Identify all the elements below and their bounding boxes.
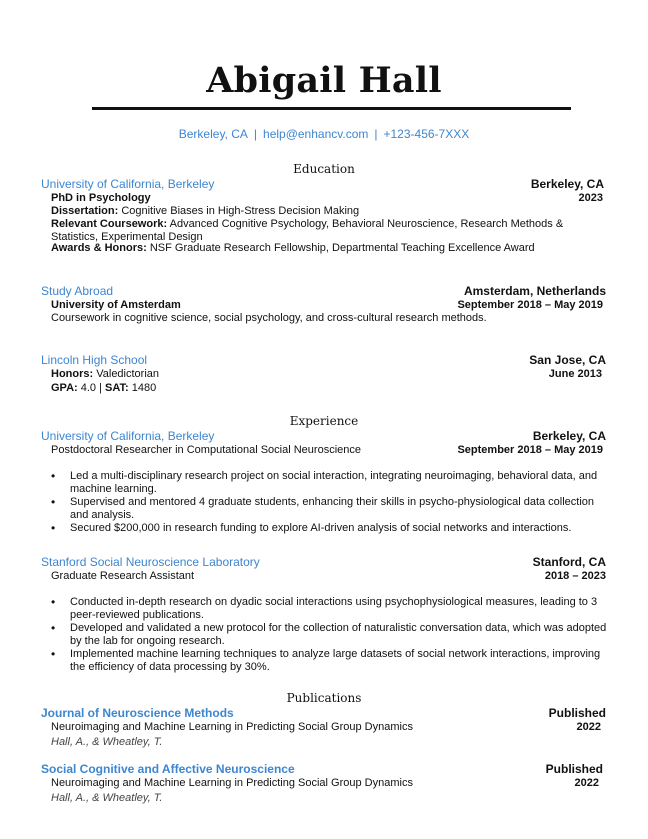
- dissertation-label: Dissertation:: [51, 205, 119, 217]
- education-org: University of California, Berkeley: [41, 177, 215, 191]
- experience-org: Stanford Social Neuroscience Laboratory: [41, 555, 260, 569]
- education-entry-3-header: [41, 353, 606, 367]
- list-item: • Conducted in-depth research on dyadic social interactions using psychophysiological measures, leading to 3 peer-reviewed publications.: [51, 596, 611, 622]
- education-awards: [51, 242, 611, 255]
- experience-date: 2018 – 2023: [544, 570, 606, 582]
- experience-role: Graduate Research Assistant: [51, 570, 195, 582]
- header-divider: [92, 107, 571, 110]
- publication-paper-line: [51, 776, 606, 790]
- publication-status: Published: [548, 706, 606, 720]
- education-description: Coursework in cognitive science, social psychology, and cross-cultural research methods.: [51, 312, 487, 324]
- list-item: • Implemented machine learning techniques to analyze large datasets of social network interactions, improving the efficiency of data processing by 30%.: [51, 648, 611, 674]
- contact-separator: |: [374, 127, 378, 141]
- gpa-label: GPA:: [51, 382, 78, 394]
- publication-year: 2022: [574, 777, 599, 789]
- publication-paper: Neuroimaging and Machine Learning in Predicting Social Group Dynamics: [51, 777, 413, 789]
- gpa-value: 4.0: [80, 382, 97, 394]
- experience-role-line: [51, 569, 606, 583]
- honors-label: Honors:: [51, 368, 94, 380]
- contact-email[interactable]: help@enhancv.com: [263, 127, 369, 141]
- education-degree: PhD in Psychology: [51, 192, 151, 204]
- section-title-experience: Experience: [289, 414, 359, 428]
- publication-authors: Hall, A., & Wheatley, T.: [51, 792, 163, 804]
- experience-location: Berkeley, CA: [532, 429, 606, 443]
- education-degree: University of Amsterdam: [51, 299, 181, 311]
- section-title-education: Education: [293, 162, 355, 176]
- education-scores-line: [51, 381, 606, 395]
- publication-year: 2022: [576, 721, 601, 733]
- education-degree-line: [51, 298, 606, 312]
- publication-status: Published: [545, 762, 603, 776]
- contact-line: [0, 127, 648, 141]
- list-item: • Secured $200,000 in research funding to explore AI-driven analysis of social networks and interactions.: [51, 522, 611, 535]
- experience-bullets: [51, 470, 611, 535]
- coursework-text: Advanced Cognitive Psychology, Behavioral Neuroscience, Research Methods & Statistics, Experimental Design: [51, 218, 564, 243]
- sat-label: SAT:: [105, 382, 129, 394]
- section-title-publications: Publications: [286, 691, 362, 705]
- education-degree-line: [51, 191, 606, 205]
- coursework-label: Relevant Coursework:: [51, 218, 168, 230]
- experience-date: September 2018 – May 2019: [457, 444, 603, 456]
- education-date: September 2018 – May 2019: [457, 299, 603, 311]
- education-date: 2023: [578, 192, 603, 204]
- experience-entry-1-header: [41, 429, 606, 443]
- education-location: Amsterdam, Netherlands: [463, 284, 606, 298]
- score-divider: |: [99, 382, 102, 394]
- education-entry-1-header: [41, 177, 606, 191]
- contact-location: Berkeley, CA: [178, 127, 248, 141]
- experience-role-line: [51, 443, 606, 457]
- education-coursework: [51, 218, 611, 244]
- dissertation-text: Cognitive Biases in High-Stress Decision Making: [121, 205, 360, 217]
- honors-text: Valedictorian: [96, 368, 160, 380]
- education-location: San Jose, CA: [529, 353, 606, 367]
- awards-label: Awards & Honors:: [51, 242, 147, 254]
- contact-phone[interactable]: +123-456-7XXX: [383, 127, 470, 141]
- education-entry-2-header: [41, 284, 606, 298]
- publication-paper-line: [51, 720, 606, 734]
- sat-value: 1480: [131, 382, 157, 394]
- education-date: June 2013: [548, 368, 602, 380]
- list-item: • Supervised and mentored 4 graduate students, enhancing their skills in psycho-physiological data collection and analysis.: [51, 496, 611, 522]
- publication-authors: Hall, A., & Wheatley, T.: [51, 736, 163, 748]
- experience-entry-2-header: [41, 555, 606, 569]
- experience-bullets: [51, 596, 611, 674]
- list-item: • Developed and validated a new protocol for the collection of naturalistic conversation data, which was adopted by the lab for ongoing research.: [51, 622, 611, 648]
- education-honors-line: [51, 367, 606, 381]
- resume-name: Abigail Hall: [206, 60, 442, 101]
- experience-org: University of California, Berkeley: [41, 429, 215, 443]
- education-location: Berkeley, CA: [530, 177, 604, 191]
- publication-paper: Neuroimaging and Machine Learning in Predicting Social Group Dynamics: [51, 721, 413, 733]
- publication-entry-1-header: [41, 706, 606, 720]
- list-item: • Led a multi-disciplinary research project on social interaction, integrating neuroimaging, behavioral data, and machine learning.: [51, 470, 611, 496]
- publication-journal: Social Cognitive and Affective Neuroscience: [41, 762, 295, 776]
- education-dissertation: [51, 205, 611, 218]
- experience-role: Postdoctoral Researcher in Computational Social Neuroscience: [51, 444, 361, 456]
- publication-entry-2-header: [41, 762, 606, 776]
- contact-separator: |: [253, 127, 258, 141]
- education-org: Lincoln High School: [41, 353, 148, 367]
- awards-text: NSF Graduate Research Fellowship, Departmental Teaching Excellence Award: [149, 242, 535, 254]
- publication-journal: Journal of Neuroscience Methods: [41, 706, 234, 720]
- education-org: Study Abroad: [41, 284, 114, 298]
- experience-location: Stanford, CA: [532, 555, 606, 569]
